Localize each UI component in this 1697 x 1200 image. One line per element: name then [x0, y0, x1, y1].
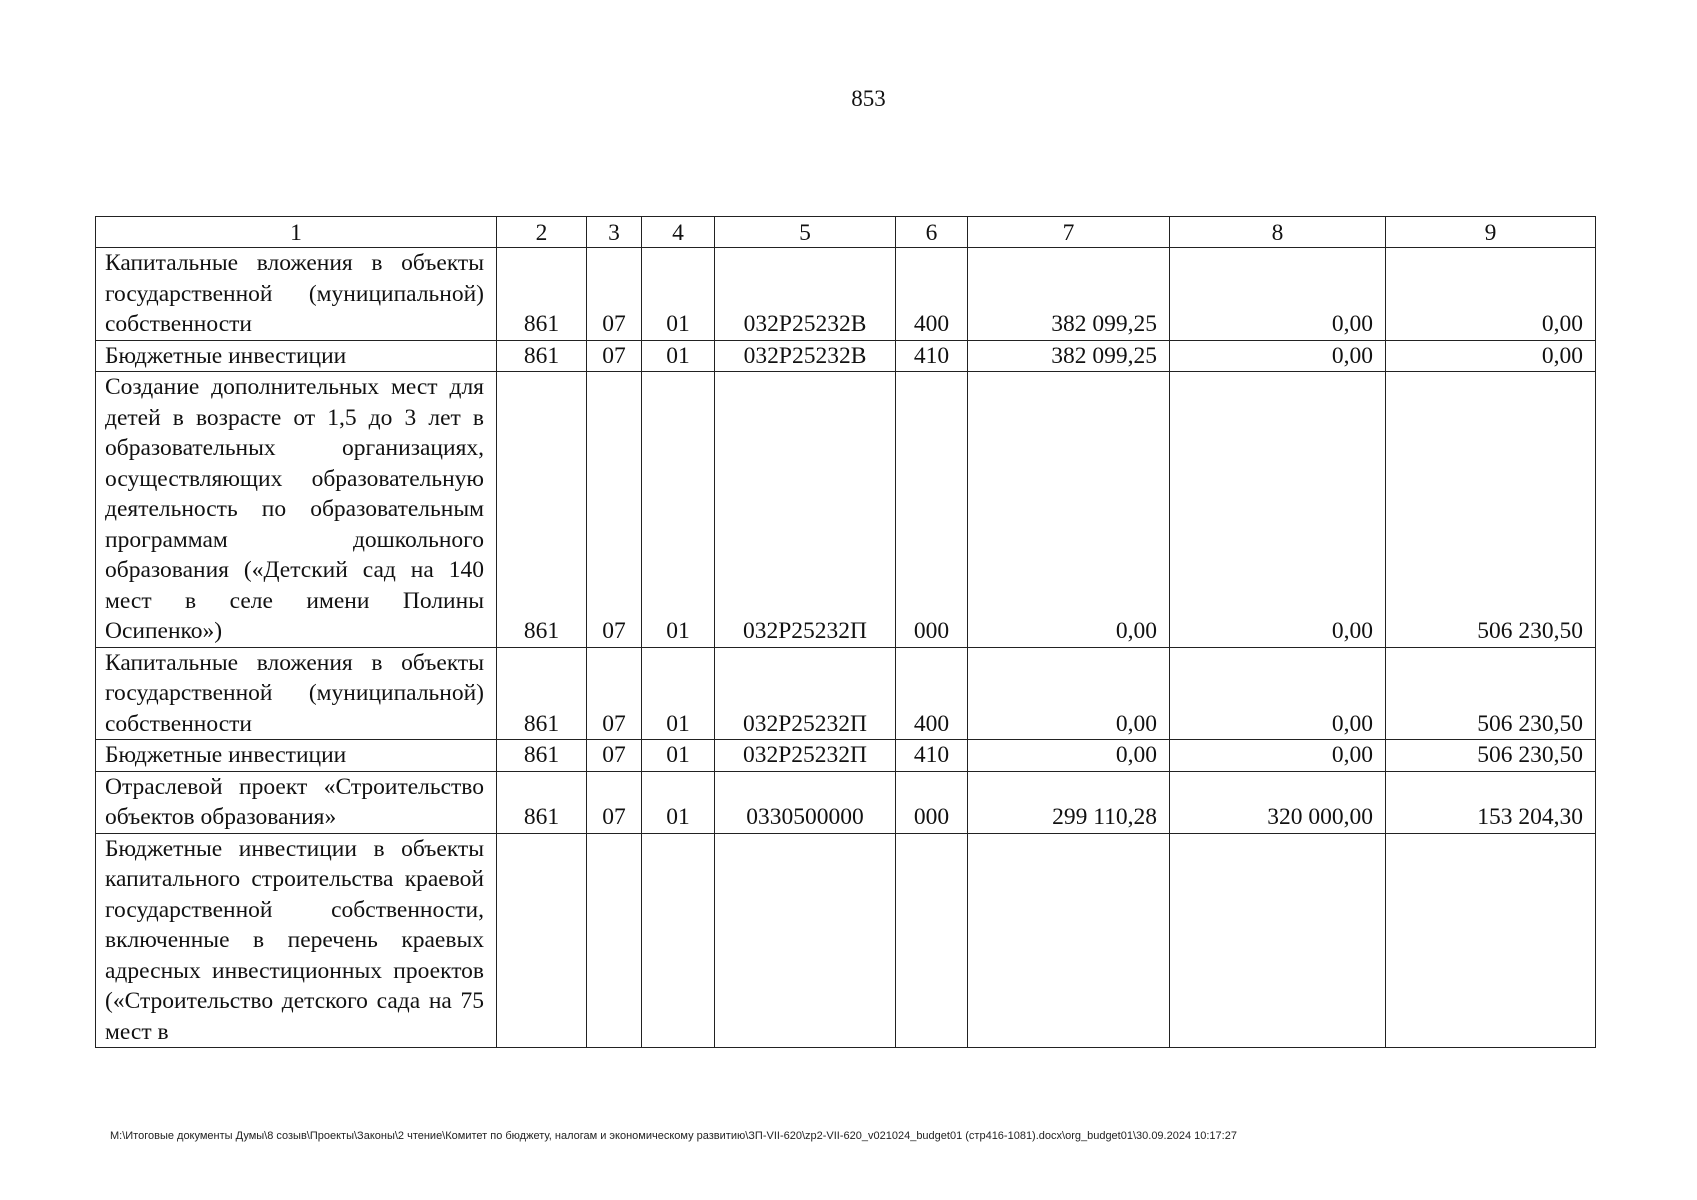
- table-row: [96, 740, 1596, 772]
- column-header: 5: [715, 217, 896, 248]
- cell-expense-type: 410: [896, 340, 968, 372]
- table-row: [96, 647, 1596, 740]
- cell-amount-2: 320 000,00: [1170, 771, 1386, 833]
- cell-ministry: 861: [497, 647, 587, 740]
- cell-section: 07: [587, 248, 642, 341]
- cell-amount-1: 382 099,25: [968, 248, 1170, 341]
- row-name: Капитальные вложения в объекты государственной (муниципальной) собственности: [96, 248, 497, 341]
- cell-amount-1: 382 099,25: [968, 340, 1170, 372]
- cell-expense-type: 410: [896, 740, 968, 772]
- cell-amount-2: 0,00: [1170, 340, 1386, 372]
- row-name: Бюджетные инвестиции: [96, 740, 497, 772]
- cell-section: 07: [587, 647, 642, 740]
- cell-expense-type: 400: [896, 248, 968, 341]
- cell-empty: [497, 833, 587, 1048]
- cell-empty: [1170, 833, 1386, 1048]
- cell-subsection: 01: [642, 771, 715, 833]
- column-number-row: [96, 217, 1596, 248]
- cell-empty: [642, 833, 715, 1048]
- cell-empty: [715, 833, 896, 1048]
- cell-ministry: 861: [497, 248, 587, 341]
- cell-section: 07: [587, 372, 642, 648]
- cell-subsection: 01: [642, 740, 715, 772]
- cell-amount-3: 153 204,30: [1386, 771, 1596, 833]
- cell-empty: [1386, 833, 1596, 1048]
- cell-amount-2: 0,00: [1170, 372, 1386, 648]
- column-header: 2: [497, 217, 587, 248]
- cell-empty: [587, 833, 642, 1048]
- cell-amount-1: 299 110,28: [968, 771, 1170, 833]
- cell-target-article: 032Р25232В: [715, 340, 896, 372]
- table-row: [96, 771, 1596, 833]
- footer-file-path: M:\Итоговые документы Думы\8 созыв\Проекты\Законы\2 чтение\Комитет по бюджету, налогам и экономическому развитию\ЗП-VII-620\zp2-VII-620_v021024_budget01 (стр416-1081).docx\org_budget01\30.09.2024 10:17:27: [110, 1130, 1237, 1142]
- cell-target-article: 032Р25232П: [715, 740, 896, 772]
- column-header: 3: [587, 217, 642, 248]
- cell-amount-1: 0,00: [968, 372, 1170, 648]
- cell-amount-3: 506 230,50: [1386, 372, 1596, 648]
- column-header: 8: [1170, 217, 1386, 248]
- row-name: Капитальные вложения в объекты государственной (муниципальной) собственности: [96, 647, 497, 740]
- cell-subsection: 01: [642, 372, 715, 648]
- row-name: Бюджетные инвестиции в объекты капитального строительства краевой государственной собственности, включенные в перечень краевых адресных инвестиционных проектов («Строительство детского сада на 75 мест в: [96, 833, 497, 1048]
- cell-ministry: 861: [497, 740, 587, 772]
- column-header: 6: [896, 217, 968, 248]
- cell-amount-3: 506 230,50: [1386, 740, 1596, 772]
- table-row-continued: [96, 833, 1596, 1048]
- cell-expense-type: 000: [896, 372, 968, 648]
- cell-subsection: 01: [642, 340, 715, 372]
- cell-amount-2: 0,00: [1170, 647, 1386, 740]
- cell-expense-type: 000: [896, 771, 968, 833]
- row-name: Бюджетные инвестиции: [96, 340, 497, 372]
- cell-amount-1: 0,00: [968, 740, 1170, 772]
- column-header: 1: [96, 217, 497, 248]
- cell-target-article: 0330500000: [715, 771, 896, 833]
- cell-amount-3: 0,00: [1386, 248, 1596, 341]
- budget-table: [95, 216, 1596, 1048]
- cell-ministry: 861: [497, 340, 587, 372]
- cell-target-article: 032Р25232П: [715, 647, 896, 740]
- cell-amount-2: 0,00: [1170, 740, 1386, 772]
- cell-subsection: 01: [642, 647, 715, 740]
- cell-target-article: 032Р25232В: [715, 248, 896, 341]
- table-row: [96, 372, 1596, 648]
- cell-expense-type: 400: [896, 647, 968, 740]
- cell-section: 07: [587, 771, 642, 833]
- cell-empty: [896, 833, 968, 1048]
- cell-amount-3: 0,00: [1386, 340, 1596, 372]
- row-name: Отраслевой проект «Строительство объектов образования»: [96, 771, 497, 833]
- cell-amount-3: 506 230,50: [1386, 647, 1596, 740]
- cell-target-article: 032Р25232П: [715, 372, 896, 648]
- cell-subsection: 01: [642, 248, 715, 341]
- cell-ministry: 861: [497, 771, 587, 833]
- cell-empty: [968, 833, 1170, 1048]
- cell-ministry: 861: [497, 372, 587, 648]
- cell-section: 07: [587, 740, 642, 772]
- column-header: 7: [968, 217, 1170, 248]
- column-header: 9: [1386, 217, 1596, 248]
- column-header: 4: [642, 217, 715, 248]
- table-row: [96, 248, 1596, 341]
- cell-amount-2: 0,00: [1170, 248, 1386, 341]
- cell-amount-1: 0,00: [968, 647, 1170, 740]
- table-row: [96, 340, 1596, 372]
- page-number: 853: [851, 86, 886, 111]
- row-name: Создание дополнительных мест для детей в возрасте от 1,5 до 3 лет в образовательных организациях, осуществляющих образовательную деятельность по образовательным программам дошкольного образования («Детский сад на 140 мест в селе имени Полины Осипенко»): [96, 372, 497, 648]
- cell-section: 07: [587, 340, 642, 372]
